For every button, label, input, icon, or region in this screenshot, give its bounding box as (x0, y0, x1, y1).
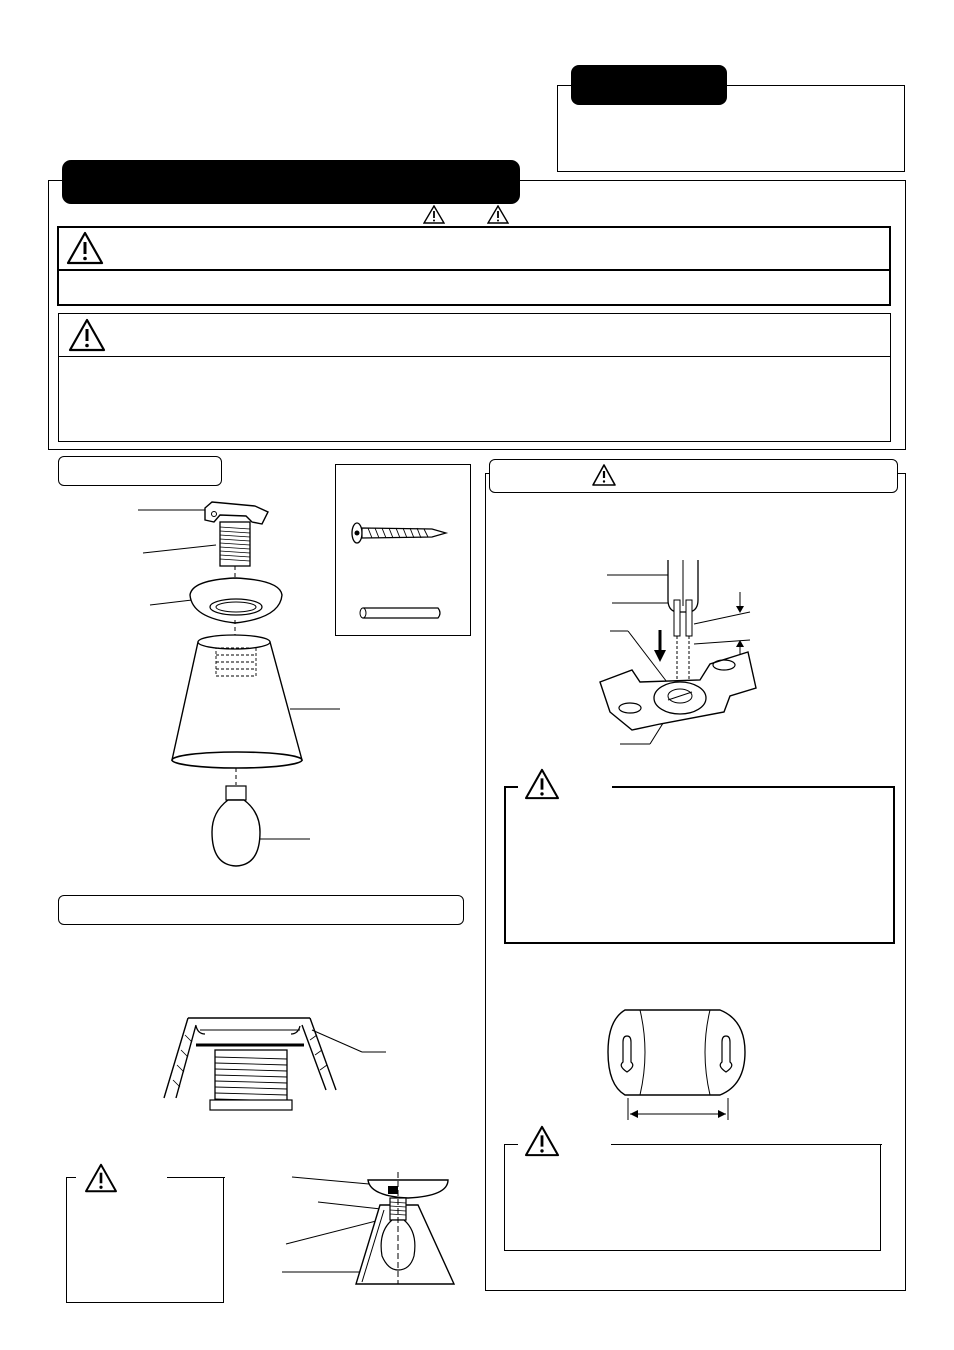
note1-top-right-line (612, 786, 895, 788)
installation-note2-box (504, 1144, 881, 1251)
warning-triangle-icon (524, 768, 560, 800)
warning-triangle-icon (487, 205, 509, 224)
warning-triangle-icon (423, 205, 445, 224)
warning-body-box (57, 269, 891, 306)
plastic-plug-icon (358, 604, 444, 622)
shade-caution-top-left-line (66, 1177, 76, 1178)
warning-header-box (57, 226, 891, 271)
note2-top-left-line (504, 1144, 518, 1145)
wood-screw-icon (350, 518, 450, 548)
note1-top-left-line (504, 786, 518, 788)
bracket-plate-dimension-diagram (605, 1005, 750, 1125)
assembled-lamp-diagram (275, 1168, 460, 1288)
caution-box (58, 313, 891, 442)
installation-title-box (489, 459, 898, 493)
top-right-notice-tab (571, 65, 727, 105)
safety-section-title-bar (62, 160, 520, 204)
warning-triangle-icon (84, 1163, 118, 1193)
warning-triangle-icon (66, 231, 104, 265)
warning-triangle-icon (524, 1125, 560, 1157)
caution-triangle-icon (68, 318, 106, 352)
note2-top-right-line (611, 1144, 882, 1145)
warning-triangle-icon (591, 463, 617, 487)
exploded-parts-diagram (130, 495, 350, 875)
shade-attach-title-box (58, 895, 464, 925)
shade-thread-detail-diagram (160, 1010, 390, 1115)
shade-caution-top-right-line (167, 1177, 225, 1178)
installation-note1-box (504, 786, 895, 944)
mounting-bracket-wiring-diagram (595, 555, 765, 750)
parts-section-title-box (58, 456, 222, 486)
shade-caution-box (66, 1177, 224, 1303)
caution-divider (59, 356, 890, 357)
